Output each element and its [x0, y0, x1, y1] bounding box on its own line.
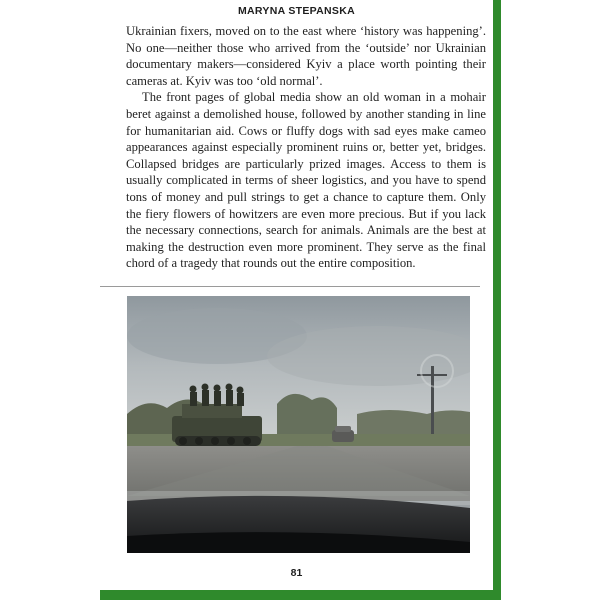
distant-car	[332, 426, 354, 442]
photo-tank-on-road	[127, 296, 470, 553]
divider-rule	[100, 286, 480, 287]
green-bottom-edge	[100, 590, 501, 600]
running-head-author: MARYNA STEPANSKA	[238, 5, 355, 17]
paragraph-1: Ukrainian fixers, moved on to the east where ‘history was happening’. No one—neither those who arrived from the ‘outside’ nor Ukrainian documentary makers—considered Kyiv a place worth pointing their cameras at. Kyiv was too ‘old normal’.	[126, 24, 486, 88]
paragraph-2: The front pages of global media show an old woman in a mohair beret against a demolished house, followed by another standing in line for humanitarian aid. Cows or fluffy dogs with sad eyes make cameo appearances against especially prominent ruins or, better yet, bridges. Collapsed bridges are particularly prized images. Access to them is usually complicated in terms of sheer logistics, and you have to spend tons of money and pull strings to get a chance to capture them. Only the fiery flowers of howitzers are even more precious. But if you lack the necessary connections, search for animals. Animals are the best at making the destruction even more prominent. They serve as the final chord of a tragedy that rounds out the entire composition.	[126, 90, 486, 271]
page-number: 81	[290, 567, 303, 579]
green-page-edge	[493, 0, 501, 600]
background-left	[0, 0, 100, 600]
body-text	[126, 23, 486, 272]
background-right	[493, 0, 600, 600]
book-page	[100, 0, 493, 590]
